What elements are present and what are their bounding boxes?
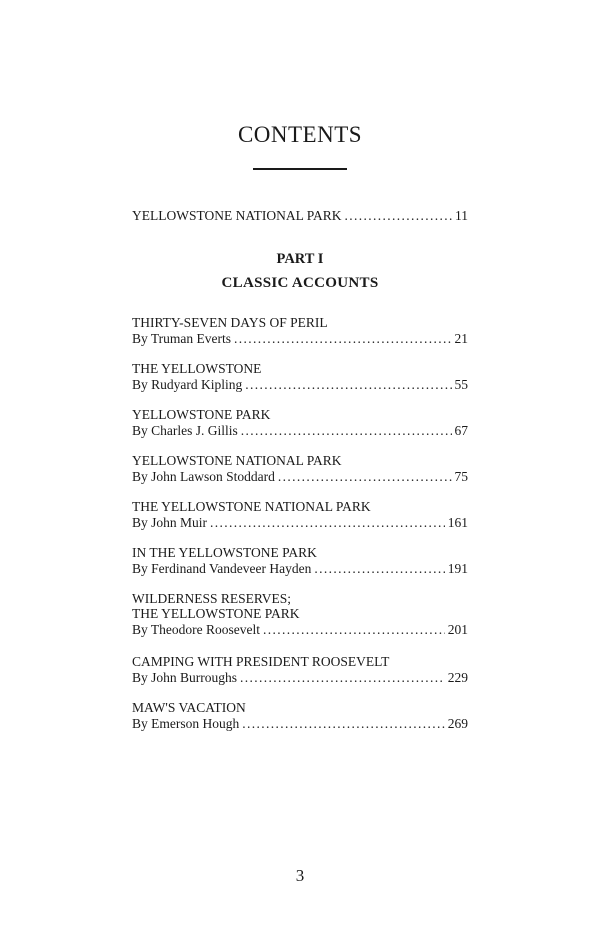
page-title: CONTENTS bbox=[237, 122, 363, 147]
dot-leader bbox=[263, 622, 445, 638]
entry-page: 201 bbox=[447, 622, 468, 637]
entry-author-row bbox=[132, 515, 468, 531]
entry-author: By Rudyard Kipling bbox=[132, 377, 243, 392]
entry-title: IN THE YELLOWSTONE PARK bbox=[132, 545, 317, 560]
entry-author: By Truman Everts bbox=[132, 331, 232, 346]
entry-author-row bbox=[132, 377, 468, 393]
entry-page: 75 bbox=[454, 469, 468, 484]
intro-entry-title: YELLOWSTONE NATIONAL PARK bbox=[132, 208, 342, 223]
entry-author: By Ferdinand Vandeveer Hayden bbox=[132, 561, 312, 576]
title-rule bbox=[253, 168, 347, 170]
entry-title: THE YELLOWSTONE PARK bbox=[132, 606, 300, 621]
dot-leader bbox=[241, 423, 452, 439]
entry-page: 229 bbox=[447, 670, 468, 685]
entry-author: By John Muir bbox=[132, 515, 208, 530]
entry-title: WILDERNESS RESERVES; bbox=[132, 591, 292, 606]
page-number: 3 bbox=[295, 866, 305, 885]
dot-leader bbox=[242, 716, 445, 732]
entry-author-row bbox=[132, 622, 468, 638]
entry-page: 191 bbox=[447, 561, 468, 576]
dot-leader bbox=[278, 469, 452, 485]
entry-author-row bbox=[132, 423, 468, 439]
entry-title: YELLOWSTONE PARK bbox=[132, 407, 271, 422]
entry-author: By Emerson Hough bbox=[132, 716, 240, 731]
entry-title: THE YELLOWSTONE bbox=[132, 361, 262, 376]
entry-title: MAW'S VACATION bbox=[132, 700, 246, 715]
entry-page: 161 bbox=[447, 515, 468, 530]
entry-page: 21 bbox=[454, 331, 468, 346]
entry-page: 67 bbox=[454, 423, 468, 438]
dot-leader bbox=[245, 377, 451, 393]
entry-author: By Theodore Roosevelt bbox=[132, 622, 260, 637]
entry-title: THIRTY-SEVEN DAYS OF PERIL bbox=[132, 315, 328, 330]
entry-title: CAMPING WITH PRESIDENT ROOSEVELT bbox=[132, 654, 390, 669]
entry-author-row bbox=[132, 670, 468, 686]
entry-author-row bbox=[132, 469, 468, 485]
dot-leader bbox=[314, 561, 444, 577]
part-label: PART I bbox=[276, 251, 324, 267]
entry-title: YELLOWSTONE NATIONAL PARK bbox=[132, 453, 342, 468]
entry-author: By Charles J. Gillis bbox=[132, 423, 238, 438]
intro-entry bbox=[132, 208, 468, 224]
part-title: CLASSIC ACCOUNTS bbox=[221, 275, 379, 291]
entry-author-row bbox=[132, 331, 468, 347]
dot-leader bbox=[345, 208, 453, 224]
entry-page: 55 bbox=[454, 377, 468, 392]
entry-author: By John Burroughs bbox=[132, 670, 238, 685]
entry-page: 269 bbox=[447, 716, 468, 731]
entry-author-row bbox=[132, 561, 468, 577]
entry-title: THE YELLOWSTONE NATIONAL PARK bbox=[132, 499, 371, 514]
dot-leader bbox=[240, 670, 445, 686]
entry-author-row bbox=[132, 716, 468, 732]
intro-entry-page: 11 bbox=[455, 208, 468, 223]
dot-leader bbox=[234, 331, 451, 347]
dot-leader bbox=[210, 515, 445, 531]
entry-author: By John Lawson Stoddard bbox=[132, 469, 275, 484]
